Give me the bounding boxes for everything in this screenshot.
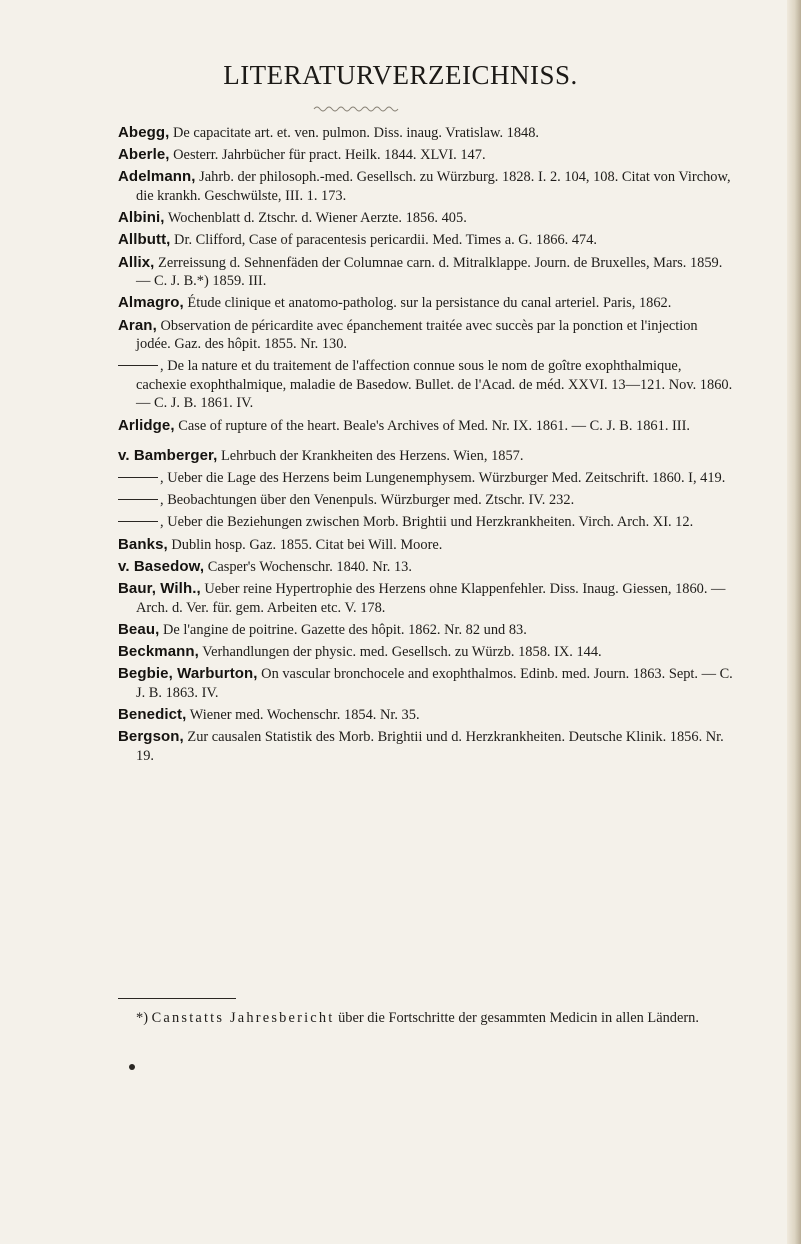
bibliography-entry — [118, 146, 733, 165]
entry-text: Lehrbuch der Krankheiten des Herzens. Wien, 1857. — [217, 447, 524, 464]
entry-author: Aberle, — [118, 146, 170, 164]
footnote-mark: *) — [136, 1010, 148, 1026]
entry-author: Begbie, Warburton, — [118, 665, 258, 683]
entry-text: Étude clinique et anatomo-patholog. sur la persistance du canal arteriel. Paris, 1862. — [183, 295, 672, 312]
ditto-dash — [118, 521, 158, 522]
entry-author: Banks, — [118, 535, 168, 553]
bibliography-entry — [118, 254, 733, 291]
section-gap — [118, 439, 733, 447]
ditto-dash — [118, 365, 158, 366]
page-title: LITERATURVERZEICHNISS. — [223, 60, 578, 90]
entry-author: Arlidge, — [118, 416, 175, 434]
bibliography-entry — [118, 491, 733, 510]
bibliography-entry — [118, 728, 733, 765]
bibliography-entry — [118, 580, 733, 617]
footnote-source: Canstatts Jahresbericht — [151, 1010, 335, 1026]
wavy-ornament — [312, 104, 402, 114]
entry-author: Adelmann, — [118, 168, 196, 186]
entry-text: Case of rupture of the heart. Beale's Archives of Med. Nr. IX. 1861. — C. J. B. 1861. III. — [174, 417, 690, 434]
entry-text: , Beobachtungen über den Venenpuls. Würzburger med. Ztschr. IV. 232. — [160, 492, 575, 509]
entry-author: Allix, — [118, 253, 155, 271]
bibliography-entry — [118, 168, 733, 205]
bibliography-entry — [118, 294, 733, 313]
page-edge-shadow — [787, 0, 801, 1244]
entry-author: v. Basedow, — [118, 557, 205, 575]
bibliography-entry — [118, 706, 733, 725]
entry-author: Baur, Wilh., — [118, 579, 201, 597]
entry-text: De capacitate art. et. ven. pulmon. Diss. inaug. Vratislaw. 1848. — [169, 125, 540, 141]
entry-text: Dublin hosp. Gaz. 1855. Citat bei Will. Moore. — [167, 536, 443, 553]
entry-author: Beckmann, — [118, 642, 199, 660]
bibliography-entry — [118, 558, 733, 577]
bibliography-entry — [118, 621, 733, 640]
entry-text: , Ueber die Beziehungen zwischen Morb. Brightii und Herzkrankheiten. Virch. Arch. XI. 12. — [160, 514, 694, 531]
bibliography-entry — [118, 665, 733, 702]
ink-dot — [129, 1064, 135, 1070]
entry-author: Abegg, — [118, 124, 170, 141]
entry-text: Oesterr. Jahrbücher für pract. Heilk. 1844. XLVI. 147. — [169, 147, 486, 164]
entry-author: Benedict, — [118, 705, 187, 723]
bibliography-entry — [118, 417, 733, 436]
bibliography-entry — [118, 357, 733, 413]
footnote-rule — [118, 998, 236, 999]
entry-author: Aran, — [118, 316, 157, 334]
entry-text: , Ueber die Lage des Herzens beim Lungenemphysem. Würzburger Med. Zeitschrift. 1860. I, 419. — [160, 470, 726, 487]
bibliography-entry — [118, 209, 733, 228]
entry-author: Almagro, — [118, 294, 184, 312]
bibliography-list — [118, 124, 733, 769]
entry-text: Dr. Clifford, Case of paracentesis pericardii. Med. Times a. G. 1866. 474. — [170, 232, 598, 249]
entry-author: Beau, — [118, 620, 160, 638]
footnote-text: über die Fortschritte der gesammten Medicin in allen Ländern. — [334, 1010, 699, 1026]
entry-author: Albini, — [118, 209, 165, 227]
entry-text: Wiener med. Wochenschr. 1854. Nr. 35. — [186, 706, 420, 723]
bibliography-entry — [118, 469, 733, 488]
entry-text: Ueber reine Hypertrophie des Herzens ohne Klappenfehler. Diss. Inaug. Giessen, 1860. — Arch. d. Ver. für. gem. Arbeiten etc. V. 178. — [136, 580, 726, 616]
entry-text: De l'angine de poitrine. Gazette des hôpit. 1862. Nr. 82 und 83. — [159, 621, 527, 638]
bibliography-entry — [118, 231, 733, 250]
bibliography-entry — [118, 536, 733, 555]
entry-author: Bergson, — [118, 728, 184, 746]
bibliography-entry — [118, 643, 733, 662]
entry-author: Allbutt, — [118, 231, 171, 249]
entry-text: , De la nature et du traitement de l'affection connue sous le nom de goître exophthalmique, cachexie exophthalmique, maladie de Basedow. Bullet. de l'Acad. de méd. XXVI. 13—121. Nov. 1860. — C. J. B. 1861. IV. — [136, 358, 733, 412]
entry-author: v. Bamberger, — [118, 446, 218, 464]
entry-text: Zur causalen Statistik des Morb. Brightii und d. Herzkrankheiten. Deutsche Klinik. 1856. Nr. 19. — [136, 729, 724, 764]
bibliography-entry — [118, 513, 733, 532]
entry-text: On vascular bronchocele and exophthalmos. Edinb. med. Journ. 1863. Sept. — C. J. B. 1863. IV. — [136, 666, 733, 701]
ditto-dash — [118, 477, 158, 478]
bibliography-entry — [118, 317, 733, 354]
entry-text: Jahrb. der philosoph.-med. Gesellsch. zu Würzburg. 1828. I. 2. 104, 108. Citat von Virchow, die krankh. Geschwülste, III. 1. 173. — [136, 169, 731, 204]
entry-text: Wochenblatt d. Ztschr. d. Wiener Aerzte. 1856. 405. — [164, 210, 467, 227]
bibliography-entry — [118, 447, 733, 466]
entry-text: Observation de péricardite avec épanchement traitée avec succès par la ponction et l'injection jodée. Gaz. des hôpit. 1855. Nr. 130. — [136, 317, 698, 353]
ditto-dash — [118, 499, 158, 500]
entry-text: Casper's Wochenschr. 1840. Nr. 13. — [204, 558, 412, 575]
entry-text: Zerreissung d. Sehnenfäden der Columnae carn. d. Mitralklappe. Journ. de Bruxelles, Mars. 1859. — C. J. B.*) 1859. III. — [136, 254, 723, 290]
bibliography-entry — [118, 124, 733, 143]
entry-text: Verhandlungen der physic. med. Gesellsch. zu Würzb. 1858. IX. 144. — [198, 643, 602, 660]
footnote — [118, 1009, 728, 1028]
